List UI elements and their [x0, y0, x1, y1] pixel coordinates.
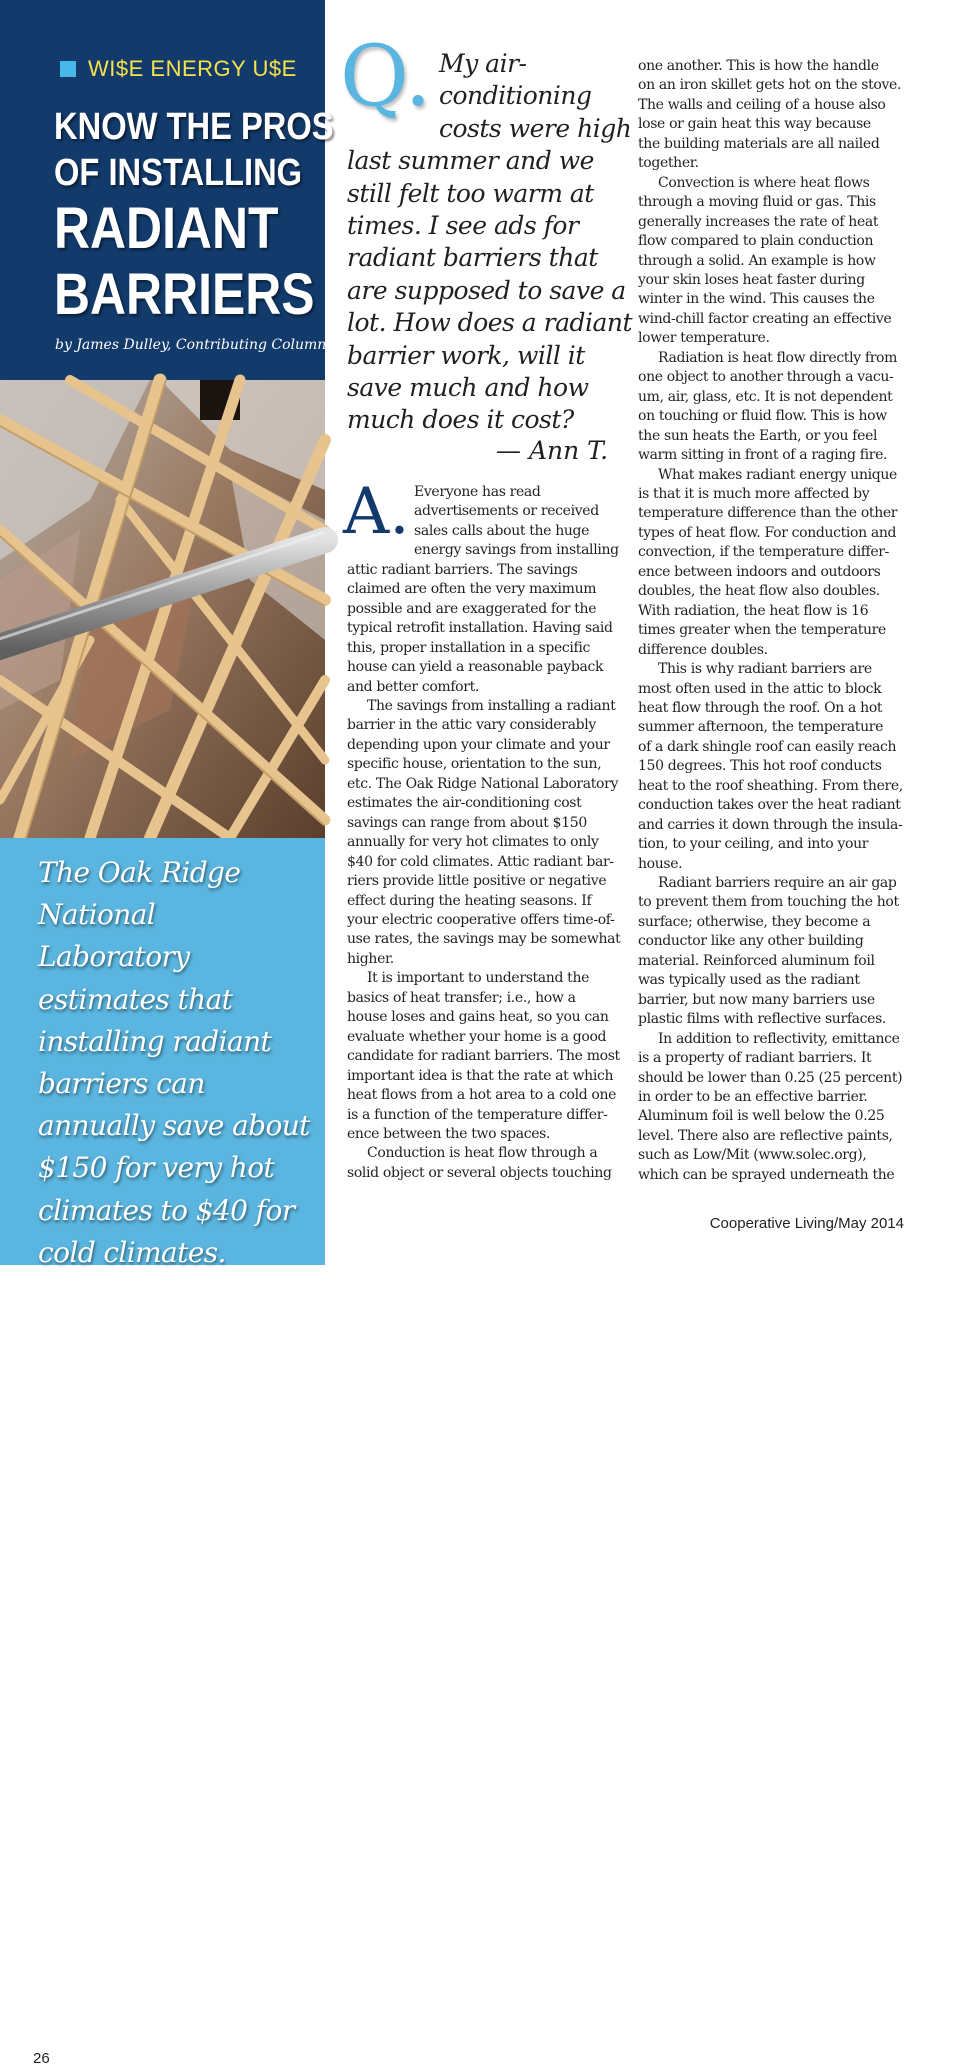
text-line: barrier in the attic vary considerably: [347, 717, 596, 734]
text-line: temperature difference than the other: [638, 505, 898, 522]
text-line: house loses and gains heat, so you can: [347, 1009, 609, 1026]
text-line: energy savings from installing: [414, 542, 619, 559]
question-line: My air-: [439, 49, 527, 78]
text-line: basics of heat transfer; i.e., how a: [347, 989, 576, 1006]
text-line: house.: [638, 855, 683, 872]
department-label: [60, 56, 297, 82]
text-line: the sun heats the Earth, or you feel: [638, 427, 878, 444]
text-line: The savings from installing a radiant: [367, 697, 616, 714]
text-line: such as Low/Mit (www.solec.org),: [638, 1147, 867, 1164]
question-line: save much and how: [347, 373, 589, 403]
text-line: and better comfort.: [347, 678, 479, 695]
text-line: um, air, glass, etc. It is not dependent: [638, 388, 893, 405]
text-line: What makes radiant energy unique: [658, 466, 897, 483]
question-line: costs were high: [439, 113, 632, 143]
footer-publication: Cooperative Living/May 2014: [709, 1215, 904, 1232]
text-line: warm sitting in front of a raging fire.: [638, 447, 888, 464]
text-line: should be lower than 0.25 (25 percent): [638, 1069, 903, 1086]
text-line: one another. This is how the handle: [638, 58, 879, 74]
text-line: through a moving fluid or gas. This: [638, 194, 876, 211]
text-line: With radiation, the heat flow is 16: [638, 602, 869, 619]
reader-question: [347, 48, 633, 437]
text-line: This is why radiant barriers are: [658, 661, 872, 678]
text-line: candidate for radiant barriers. The most: [347, 1048, 620, 1065]
text-line: effect during the heating seasons. If: [347, 892, 592, 909]
question-line: last summer and we: [347, 146, 594, 176]
text-line: Aluminum foil is well below the 0.25: [638, 1108, 885, 1125]
header-panel: [0, 0, 344, 380]
text-line: in order to be an effective barrier.: [638, 1089, 868, 1106]
text-line: material. Reinforced aluminum foil: [638, 952, 875, 969]
text-line: summer afternoon, the temperature: [638, 719, 884, 736]
text-line: generally increases the rate of heat: [638, 213, 879, 230]
text-line: winter in the wind. This causes the: [638, 291, 875, 308]
text-line: Everyone has read: [414, 484, 541, 500]
text-line: flow compared to plain conduction: [638, 233, 874, 250]
text-line: the building materials are all nailed: [638, 135, 880, 152]
pullquote-panel: [0, 838, 325, 2067]
question-line: conditioning: [439, 81, 592, 111]
answer-column-middle: [347, 483, 621, 1183]
text-line: level. There also are reflective paints,: [638, 1127, 893, 1144]
text-line: most often used in the attic to block: [638, 680, 882, 697]
text-line: is that it is much more affected by: [638, 485, 870, 502]
question-drop-letter: Q.: [340, 27, 432, 125]
question-line: much does it cost?: [347, 405, 574, 435]
headline-line-1: KNOW THE PROS: [54, 106, 334, 148]
question-line: lot. How does a radiant: [347, 308, 633, 338]
byline: by James Dulley, Contributing Columnist: [55, 337, 344, 353]
text-line: conduction takes over the heat radiant: [638, 797, 901, 814]
text-line: conductor like any other building: [638, 933, 864, 950]
headline-line-3: RADIANT: [54, 196, 279, 261]
text-line: etc. The Oak Ridge National Laboratory: [347, 775, 619, 792]
text-line: surface; otherwise, they become a: [638, 913, 871, 930]
text-line: depending upon your climate and your: [347, 736, 610, 753]
text-line: this, proper installation in a specific: [347, 639, 590, 656]
text-line: types of heat flow. For conduction and: [638, 524, 897, 541]
text-line: difference doubles.: [638, 641, 768, 658]
pullquote: The Oak Ridge National Laboratory estimates that installing radiant barriers can annually save about $150 for very hot climates to $40 for cold climates.: [38, 856, 310, 1269]
text-line: Radiation is heat flow directly from: [658, 349, 898, 366]
text-line: $40 for cold climates. Attic radiant bar-: [347, 853, 614, 870]
question-line: still felt too warm at: [347, 178, 594, 208]
text-line: annually for very hot climates to only: [347, 834, 599, 851]
text-line: was typically used as the radiant: [638, 972, 860, 989]
answer-column-right: [638, 57, 903, 1185]
text-line: is a function of the temperature differ-: [347, 1106, 608, 1123]
text-line: to prevent them from touching the hot: [638, 894, 899, 911]
text-line: Radiant barriers require an air gap: [658, 875, 897, 892]
text-line: on touching or fluid flow. This is how: [638, 408, 887, 425]
text-line: house can yield a reasonable payback: [347, 659, 604, 676]
text-line: higher.: [347, 950, 394, 967]
text-line: of a dark shingle roof can easily reach: [638, 738, 897, 755]
text-line: lower temperature.: [638, 330, 770, 347]
text-line: It is important to understand the: [367, 970, 590, 987]
text-line: 150 degrees. This hot roof conducts: [638, 758, 882, 775]
question-line: are supposed to save a: [347, 275, 626, 305]
text-line: which can be sprayed underneath the: [638, 1166, 895, 1183]
text-line: ence between the two spaces.: [347, 1125, 551, 1142]
left-column: [0, 0, 344, 2067]
text-line: one object to another through a vacu-: [638, 369, 894, 386]
headline-line-2: OF INSTALLING: [54, 152, 303, 194]
text-line: The walls and ceiling of a house also: [638, 96, 886, 113]
text-line: wind-chill factor creating an effective: [638, 310, 892, 327]
text-line: plastic films with reflective surfaces.: [638, 1011, 887, 1028]
answer-drop-letter: A.: [343, 475, 410, 549]
square-bullet-icon: [60, 61, 76, 77]
question-signature: — Ann T.: [496, 436, 609, 465]
text-line: Convection is where heat flows: [658, 174, 870, 191]
text-line: estimates the air-conditioning cost: [347, 795, 582, 812]
question-line: radiant barriers that: [347, 243, 598, 273]
text-line: savings can range from about $150: [347, 814, 587, 831]
text-line: ence between indoors and outdoors: [638, 563, 881, 580]
text-line: use rates, the savings may be somewhat: [347, 931, 621, 948]
text-line: barrier, but now many barriers use: [638, 991, 875, 1008]
text-line: on an iron skillet gets hot on the stove.: [638, 77, 902, 94]
text-line: sales calls about the huge: [414, 522, 590, 539]
text-line: typical retrofit installation. Having said: [347, 620, 613, 637]
attic-photo: [0, 380, 325, 838]
text-line: times greater when the temperature: [638, 622, 886, 639]
text-line: claimed are often the very maximum: [347, 581, 597, 598]
attic-rafters-illustration: [0, 380, 325, 838]
text-line: Conduction is heat flow through a: [367, 1145, 598, 1162]
question-line: times. I see ads for: [347, 211, 579, 241]
text-line: your electric cooperative offers time-of-: [347, 911, 615, 928]
text-line: and carries it down through the insula-: [638, 816, 903, 833]
page-number: 26: [33, 2050, 50, 2067]
text-line: advertisements or received: [414, 503, 599, 520]
department-text: WI$E ENERGY U$E: [88, 56, 297, 81]
text-line: lose or gain heat this way because: [638, 116, 871, 133]
text-line: convection, if the temperature differ-: [638, 544, 890, 561]
text-line: is a property of radiant barriers. It: [638, 1050, 872, 1067]
text-line: evaluate whether your home is a good: [347, 1028, 607, 1045]
text-line: doubles, the heat flow also doubles.: [638, 583, 880, 600]
text-line: In addition to reflectivity, emittance: [658, 1030, 900, 1047]
text-line: heat to the roof sheathing. From there,: [638, 777, 903, 794]
text-line: through a solid. An example is how: [638, 252, 876, 269]
text-line: heat flows from a hot area to a cold one: [347, 1087, 617, 1104]
text-line: together.: [638, 155, 699, 172]
text-line: important idea is that the rate at which: [347, 1067, 614, 1084]
text-line: your skin loses heat faster during: [638, 271, 865, 288]
text-line: possible and are exaggerated for the: [347, 600, 597, 617]
text-line: tion, to your ceiling, and into your: [638, 836, 869, 853]
text-line: riers provide little positive or negative: [347, 873, 607, 890]
text-line: solid object or several objects touching: [347, 1164, 612, 1181]
question-line: barrier work, will it: [347, 340, 585, 370]
text-line: attic radiant barriers. The savings: [347, 561, 578, 578]
headline: [54, 104, 334, 328]
text-line: heat flow through the roof. On a hot: [638, 699, 883, 716]
headline-line-4: BARRIERS: [54, 262, 315, 327]
text-line: specific house, orientation to the sun,: [347, 756, 602, 773]
